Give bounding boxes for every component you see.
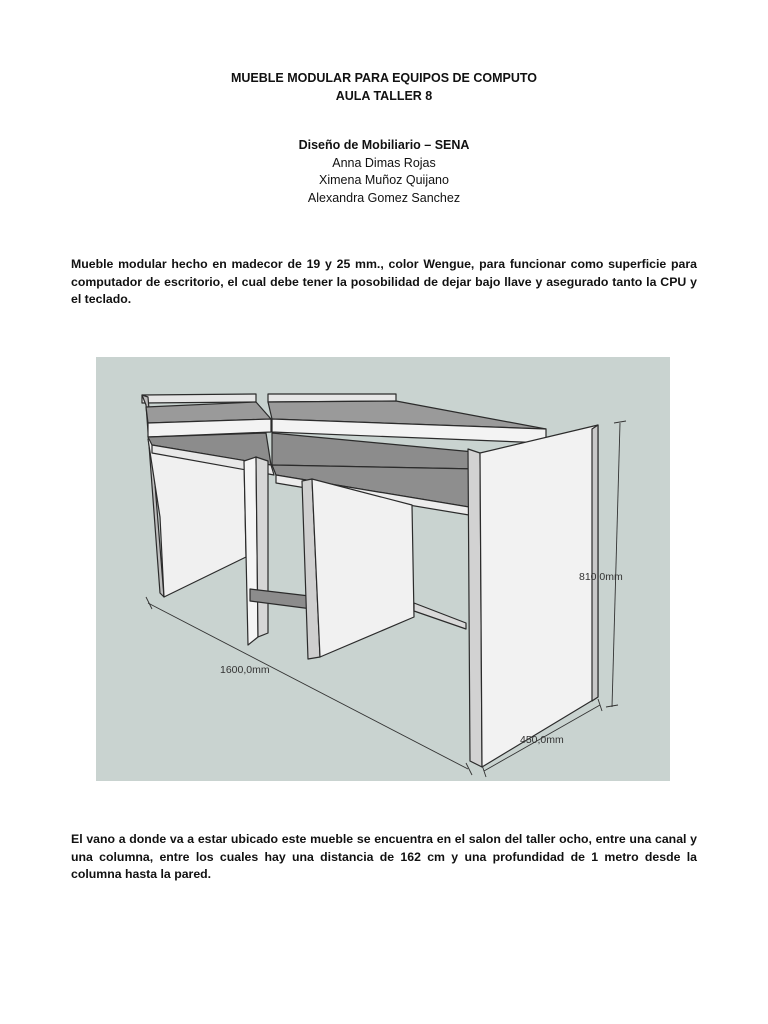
- dimension-tick: [146, 597, 152, 609]
- author-name: Alexandra Gomez Sanchez: [307, 190, 461, 205]
- credits-heading: Diseño de Mobiliario – SENA: [298, 138, 470, 152]
- back-lower-rail: [414, 603, 466, 629]
- furniture-drawing: [96, 357, 670, 781]
- title-line-2: AULA TALLER 8: [335, 89, 433, 103]
- author-name: Anna Dimas Rojas: [332, 155, 436, 170]
- author-name: Ximena Muñoz Quijano: [319, 173, 449, 187]
- credits-block: [0, 137, 768, 207]
- dimension-line-height: [612, 423, 620, 707]
- furniture-3d-render: [96, 357, 670, 781]
- dimension-label-height: 810,0mm: [579, 571, 623, 583]
- dimension-tick: [598, 699, 602, 711]
- document-title: [0, 69, 768, 105]
- dimension-tick: [466, 763, 472, 775]
- dimension-tick: [614, 421, 626, 423]
- center-panel: [312, 479, 414, 657]
- center-divider-face: [256, 457, 268, 637]
- closing-paragraph: El vano a donde va a estar ubicado este mueble se encuentra en el salon del taller ocho, entre una canal y una columna, entre los cuales hay una distancia de 162 cm y una profundidad de 1 metro desde la columna hasta la pared.: [71, 832, 697, 881]
- dimension-label-width: 1600,0mm: [220, 664, 270, 676]
- dimension-label-depth: 450,0mm: [520, 734, 564, 746]
- title-line-1: MUEBLE MODULAR PARA EQUIPOS DE COMPUTO: [230, 71, 538, 85]
- back-rail-left: [142, 394, 256, 403]
- intro-paragraph: Mueble modular hecho en madecor de 19 y 25 mm., color Wengue, para funcionar como superficie para computador de escritorio, el cual debe tener la posobilidad de dejar bajo llave y asegurado tanto la CPU y el teclado.: [71, 257, 697, 306]
- right-side-back-edge: [592, 425, 598, 701]
- dimension-tick: [482, 765, 486, 777]
